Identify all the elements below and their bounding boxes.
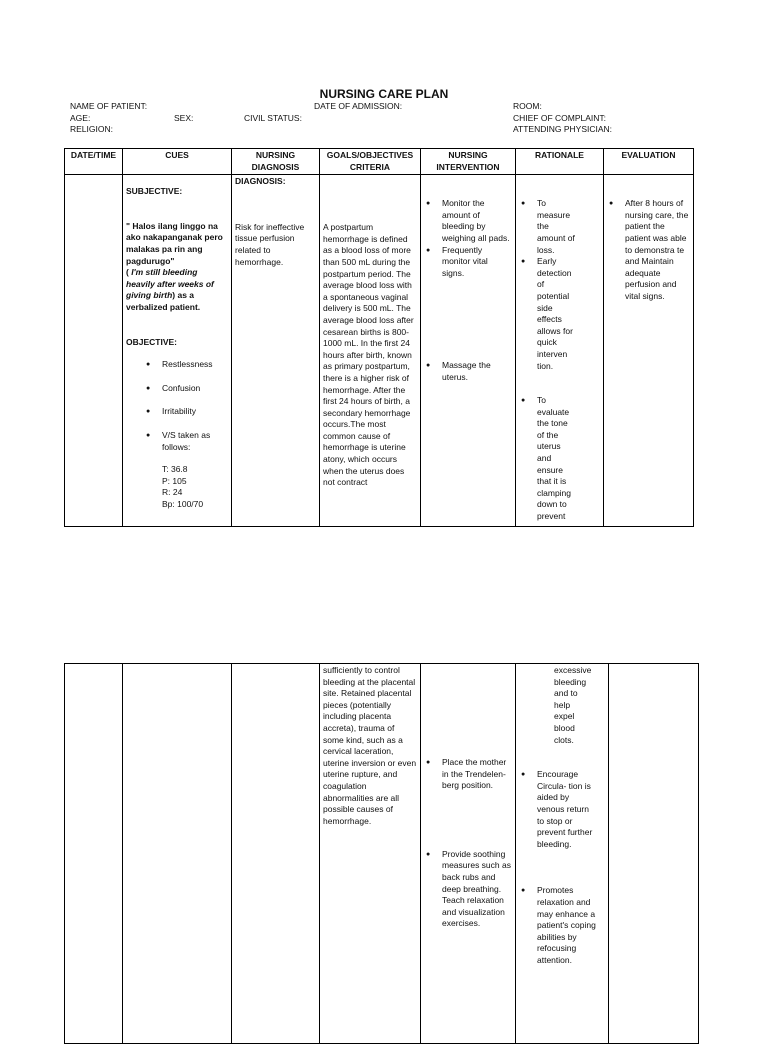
objective-label: OBJECTIVE:	[126, 336, 178, 347]
evaluation-cell	[609, 664, 699, 1044]
chief-complaint-label: CHIEF OF COMPLAINT:	[513, 113, 607, 123]
translated-quote: ( I'm still bleeding heavily after weeks of giving birth) as a verbalized patient.	[126, 267, 214, 312]
list-item: ● Encourage Circula- tion is aided by venous return to stop or prevent further bleeding.	[519, 769, 597, 850]
nursing-diagnosis-cell	[232, 175, 320, 526]
cues-cell	[123, 175, 232, 526]
list-item: ● To measure the amount of loss.	[519, 198, 576, 256]
list-item: ● Monitor the amount of bleeding by weighing all pads.	[424, 198, 512, 244]
page-title: NURSING CARE PLAN	[319, 87, 449, 101]
column-header-cues: CUES	[123, 149, 232, 175]
goals-text: A postpartum hemorrhage is defined as a blood loss of more than 500 mL during the postpartum period. The average blood loss with a spontaneous vaginal delivery is 500 mL. The average blood loss after cesarean births is 800-1000 mL. In the first 24 hours after birth, known as primary postpartum, there is a higher risk of hemorrhage. After the first 24 hours of birth, a secondary hemorrhage occurs.The most common cause of hemorrhage is uterine atony, which occurs when the uterus does not contract	[323, 222, 414, 488]
list-item: ● Restlessness	[144, 359, 228, 371]
vital-pulse: P: 105	[162, 475, 187, 486]
column-header-nursing-diagnosis: NURSING DIAGNOSIS	[232, 149, 320, 175]
list-item: ● Massage the uterus.	[424, 360, 512, 383]
attending-physician-label: ATTENDING PHYSICIAN:	[513, 124, 613, 134]
cues-cell	[123, 664, 232, 1044]
objective-list	[126, 359, 228, 453]
name-of-patient-label: NAME OF PATIENT:	[70, 101, 148, 111]
intervention-list	[424, 198, 512, 383]
column-header-goals: GOALS/OBJECTIVES CRITERIA	[320, 149, 421, 175]
civil-status-label: CIVIL STATUS:	[244, 113, 302, 123]
care-plan-table-page2	[64, 663, 699, 1044]
table-row	[65, 175, 694, 526]
vital-signs	[126, 464, 228, 510]
rationale-cell	[516, 175, 604, 526]
subjective-label: SUBJECTIVE:	[126, 186, 183, 197]
list-item: ● Early detection of potential side effects allows for quick interven tion.	[519, 256, 576, 372]
goals-text-continued: sufficiently to control bleeding at the placental site. Retained placental pieces (potentially including placenta accreta), trauma of some kind, such as a cervical laceration, uterine inversion or even uterine rupture, and coagulation abnormalities are all possible causes of hemorrhage.	[323, 665, 417, 826]
evaluation-list	[607, 198, 690, 302]
list-item: ● Confusion	[144, 383, 228, 395]
vital-temperature: T: 36.8	[162, 464, 188, 475]
rationale-list	[519, 198, 600, 522]
rationale-cell	[516, 664, 609, 1044]
intervention-cell	[421, 664, 516, 1044]
vital-respiration: R: 24	[162, 487, 183, 498]
goals-cell	[320, 175, 421, 526]
age-label: AGE:	[70, 113, 91, 123]
column-header-evaluation: EVALUATION	[604, 149, 694, 175]
room-label: ROOM:	[513, 101, 542, 111]
list-item: ● After 8 hours of nursing care, the patient the patient was able to demonstra te and Maintain adequate perfusion and vital signs.	[607, 198, 690, 302]
diagnosis-label: DIAGNOSIS:	[235, 176, 286, 187]
care-plan-table-page1	[64, 148, 694, 527]
date-time-cell	[65, 175, 123, 526]
rationale-continued: excessive bleeding and to help expel blood clots.	[554, 665, 592, 745]
table-header-row	[65, 149, 694, 175]
diagnosis-text: Risk for ineffective tissue perfusion related to hemorrhage.	[235, 221, 305, 267]
list-item: ● To evaluate the tone of the uterus and ensure that it is clamping down to prevent	[519, 395, 576, 523]
list-item: ● V/S taken as follows:	[144, 430, 228, 453]
evaluation-cell	[604, 175, 694, 526]
date-of-admission-label: DATE OF ADMISSION:	[314, 101, 403, 111]
intervention-cell	[421, 175, 516, 526]
nursing-diagnosis-cell	[232, 664, 320, 1044]
table-row	[65, 664, 699, 1044]
column-header-rationale: RATIONALE	[516, 149, 604, 175]
list-item: ● Promotes relaxation and may enhance a patient's coping abilities by refocusing attention.	[519, 885, 597, 966]
intervention-list	[424, 757, 512, 930]
list-item: ● Irritability	[144, 406, 228, 418]
list-item: ● Place the mother in the Trendelen- berg position.	[424, 757, 512, 792]
list-item: ● Frequently monitor vital signs.	[424, 245, 512, 280]
goals-cell	[320, 664, 421, 1044]
column-header-date-time: DATE/TIME	[65, 149, 123, 175]
rationale-list	[519, 769, 605, 966]
list-item: ● Provide soothing measures such as back rubs and deep breathing. Teach relaxation and visualization exercises.	[424, 849, 512, 930]
religion-label: RELIGION:	[70, 124, 113, 134]
subjective-quote: " Halos ilang linggo na ako nakapanganak pero malakas pa rin ang pagdurugo"	[126, 220, 223, 266]
sex-label: SEX:	[174, 113, 194, 123]
column-header-nursing-intervention: NURSING INTERVENTION	[421, 149, 516, 175]
date-time-cell	[65, 664, 123, 1044]
vital-blood-pressure: Bp: 100/70	[162, 498, 204, 509]
